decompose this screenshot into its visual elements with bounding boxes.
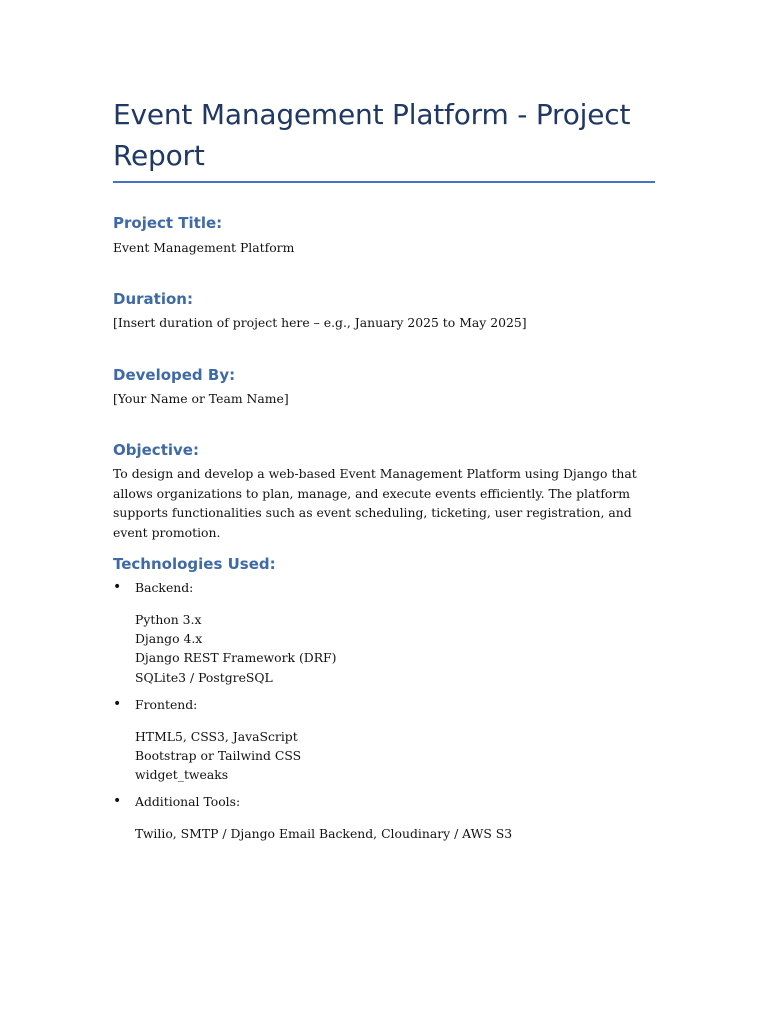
tech-list-frontend bbox=[135, 727, 301, 785]
tech-group-label: Backend: bbox=[135, 580, 194, 595]
document-title: Event Management Platform - Project Report bbox=[113, 98, 631, 172]
section-heading-project-title: Project Title: bbox=[113, 214, 223, 232]
section-text-project-title: Event Management Platform bbox=[113, 240, 295, 255]
section-heading-duration: Duration: bbox=[113, 290, 193, 308]
tech-group-label: Frontend: bbox=[135, 697, 198, 712]
list-item: widget_tweaks bbox=[135, 767, 229, 783]
tech-list-backend bbox=[135, 610, 337, 687]
tech-list-additional-tools bbox=[135, 824, 512, 843]
section-heading-objective: Objective: bbox=[113, 441, 199, 459]
section-heading-developed-by: Developed By: bbox=[113, 366, 236, 384]
list-item: Bootstrap or Tailwind CSS bbox=[135, 748, 302, 764]
section-text-developed-by: [Your Name or Team Name] bbox=[113, 391, 289, 406]
bullet-icon: • bbox=[113, 579, 122, 595]
list-item: HTML5, CSS3, JavaScript bbox=[135, 729, 298, 744]
tech-group-label: Additional Tools: bbox=[135, 794, 241, 809]
tech-group-backend bbox=[113, 578, 653, 598]
list-item: Twilio, SMTP / Django Email Backend, Cloudinary / AWS S3 bbox=[135, 826, 513, 841]
tech-group-frontend bbox=[113, 695, 653, 715]
list-item: SQLite3 / PostgreSQL bbox=[135, 669, 273, 685]
section-heading-technologies: Technologies Used: bbox=[113, 555, 276, 573]
title-underline bbox=[113, 181, 655, 183]
tech-group-additional-tools bbox=[113, 792, 653, 812]
list-item: Django 4.x bbox=[135, 631, 203, 647]
bullet-icon: • bbox=[113, 696, 122, 712]
section-text-objective: To design and develop a web-based Event Management Platform using Django that allows organizations to plan, manage, and execute events efficiently. The platform supports functionalities such as event scheduling, ticketing, user registration, and event promotion. bbox=[113, 466, 637, 540]
bullet-icon: • bbox=[113, 793, 122, 809]
document-page bbox=[113, 94, 655, 841]
section-text-duration: [Insert duration of project here – e.g., January 2025 to May 2025] bbox=[113, 315, 527, 330]
list-item: Django REST Framework (DRF) bbox=[135, 650, 337, 666]
list-item: Python 3.x bbox=[135, 612, 202, 627]
